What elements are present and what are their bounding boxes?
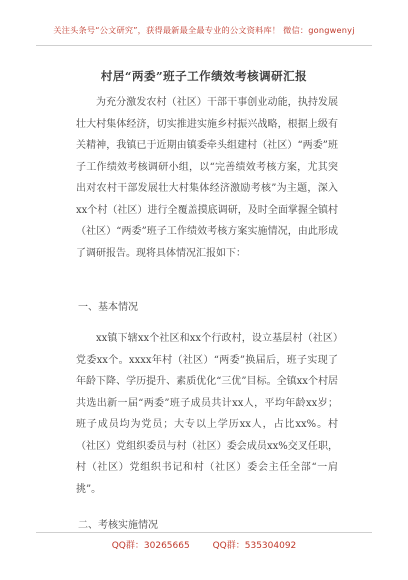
qq-group-1: QQ群：30265665 [111,541,190,551]
intro-paragraph: 为充分激发农村（社区）干部干事创业动能，执持发展壮大村集体经济，切实推进实施乡村振兴战略，根据上级有关精神，我镇已于近期由镇委牵头组建村（社区）“两委”班子工作绩效考核调研小组，以“完善绩效考核方案，尤其突出对农村干部发展壮大村集体经济激励考核”为主题，深入xx个村（社区）进行全覆盖摸底调研，及时全面掌握全镇村（社区）“两委”班子工作绩效考核方案实施情况，由此形成了调研报告。现将具体情况汇报如下： [76,97,338,259]
footer-divider [36,532,372,533]
basic-situation-paragraph: xx镇下辖xx个社区和xx个行政村，设立基层村（社区）党委xx个。xxxx年村（社区）“两委”换届后，班子实现了年龄下降、学历提升、素质优化“三优”目标。全镇xx个村居共选出新一届“两委”班子成员共计xx人，平均年龄xx岁；班子成员均为党员；大专以上学历xx人，占比xx%。村（社区）党组织委员与村（社区）委会成员xx%交叉任职，村（社区）党组织书记和村（社区）委会主任全部“一肩挑”。 [76,333,338,495]
header-banner-text: 关注头条号“公文研究”，获得最新最全最专业的公文资料库！ 微信：gongwenyj [53,25,355,35]
document-title: 村居“两委”班子工作绩效考核调研汇报 [100,69,308,83]
section-heading-basic: 一、基本情况 [78,302,138,313]
qq-group-2: QQ群：535304092 [212,541,297,551]
header-divider [36,45,372,46]
section-heading-implementation: 二、考核实施情况 [78,520,158,531]
footer-contacts [0,538,408,551]
